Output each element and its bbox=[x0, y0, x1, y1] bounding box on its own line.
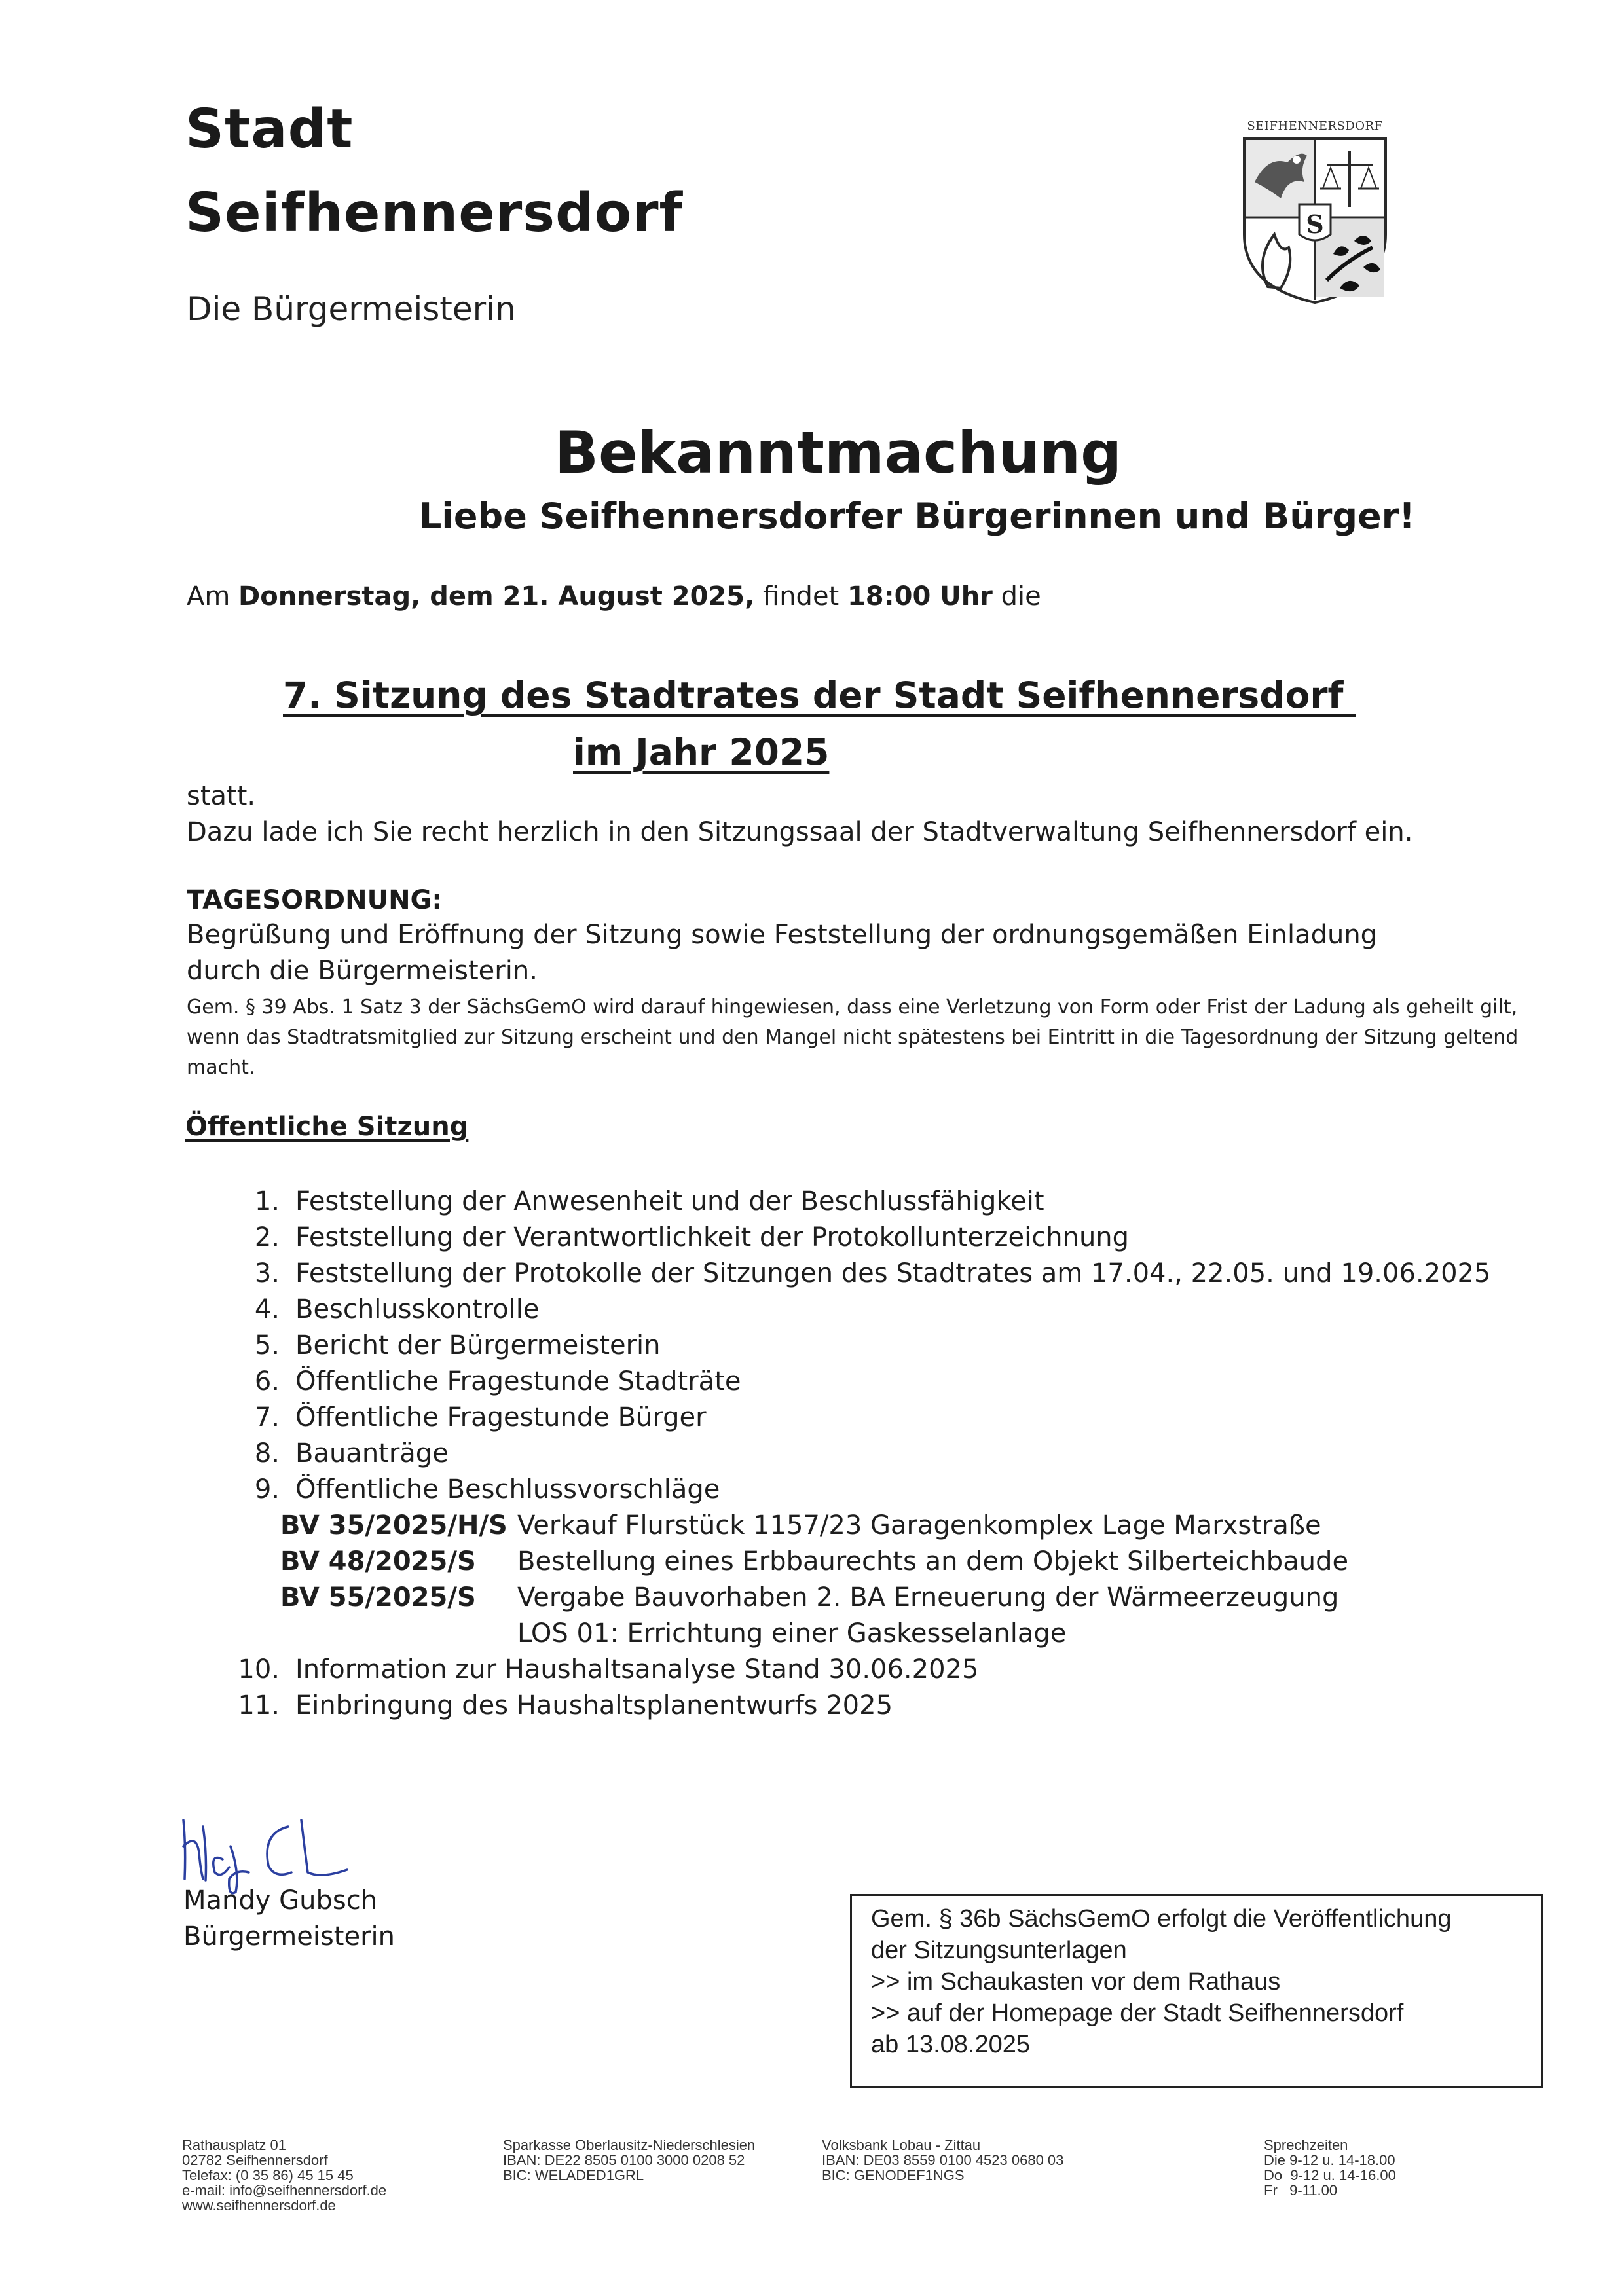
notice-line-1: Gem. § 36b SächsGemO erfolgt die Veröffentlichung bbox=[871, 1905, 1452, 1933]
footer-bank-volksbank bbox=[822, 2138, 1063, 2183]
proposal-code: BV 55/2025/S bbox=[280, 1582, 476, 1613]
agenda-item-number: 10. bbox=[238, 1654, 280, 1685]
agenda-item-text: Bauanträge bbox=[295, 1438, 449, 1468]
agenda-item-number: 1. bbox=[254, 1186, 280, 1216]
notice-line-5: ab 13.08.2025 bbox=[871, 2031, 1031, 2058]
intro-text-1: Am bbox=[187, 581, 239, 611]
agenda-item bbox=[232, 1222, 1129, 1252]
agenda-item-number: 6. bbox=[254, 1366, 280, 1396]
town-name-line-1: Stadt bbox=[185, 98, 354, 160]
agenda-item bbox=[232, 1294, 540, 1324]
meeting-intro bbox=[187, 581, 1041, 611]
agenda-item-number: 2. bbox=[254, 1222, 280, 1252]
agenda-item bbox=[232, 1690, 893, 1721]
agenda-item bbox=[232, 1258, 1490, 1288]
agenda-heading: TAGESORDNUNG: bbox=[187, 885, 443, 915]
invitation-text: Dazu lade ich Sie recht herzlich in den Sitzungssaal der Stadtverwaltung Seifhennersdorf ein. bbox=[187, 817, 1413, 847]
footer-bank-iban: IBAN: DE22 8505 0100 3000 0208 52 bbox=[503, 2152, 745, 2168]
footer-bank-bic: BIC: WELADED1GRL bbox=[503, 2167, 644, 2183]
town-name-line-2: Seifhennersdorf bbox=[185, 182, 684, 244]
proposal-text: Verkauf Flurstück 1157/23 Garagenkomplex Lage Marxstraße bbox=[517, 1510, 1321, 1540]
agenda-item-text: Einbringung des Haushaltsplanentwurfs 2025 bbox=[295, 1690, 893, 1721]
agenda-item-number: 11. bbox=[238, 1690, 280, 1721]
proposal-text: Bestellung eines Erbbaurechts an dem Objekt Silberteichbaude bbox=[517, 1546, 1349, 1576]
legal-note-line-1: Gem. § 39 Abs. 1 Satz 3 der SächsGemO wird darauf hingewiesen, dass eine Verletzung von Form oder Frist der Ladung als geheilt gilt, bbox=[187, 996, 1518, 1019]
public-session-heading: Öffentliche Sitzung bbox=[185, 1112, 469, 1142]
agenda-item-number: 7. bbox=[254, 1402, 280, 1432]
agenda-item-text: Feststellung der Anwesenheit und der Beschlussfähigkeit bbox=[295, 1186, 1044, 1216]
footer-hours-line: Do 9-12 u. 14-16.00 bbox=[1264, 2167, 1396, 2183]
footer-office-hours bbox=[1264, 2138, 1396, 2198]
notice-line-2: der Sitzungsunterlagen bbox=[871, 1937, 1127, 1964]
svg-text:S: S bbox=[1306, 210, 1324, 239]
agenda-item-text: Bericht der Bürgermeisterin bbox=[295, 1330, 661, 1360]
agenda-item-number: 9. bbox=[254, 1474, 280, 1504]
signer-role: Bürgermeisterin bbox=[183, 1922, 396, 1952]
footer-hours-line: Die 9-12 u. 14-18.00 bbox=[1264, 2152, 1395, 2168]
agenda-item bbox=[232, 1438, 449, 1468]
agenda-item-text: Feststellung der Verantwortlichkeit der Protokollunterzeichnung bbox=[295, 1222, 1130, 1252]
agenda-item-text: Feststellung der Protokolle der Sitzungen des Stadtrates am 17.04., 22.05. und 19.06.2025 bbox=[295, 1258, 1491, 1288]
agenda-item bbox=[232, 1330, 661, 1360]
footer-email: e-mail: info@seifhennersdorf.de bbox=[182, 2182, 387, 2198]
footer-hours-heading: Sprechzeiten bbox=[1264, 2137, 1348, 2153]
agenda-item bbox=[232, 1366, 741, 1396]
footer-address-line: 02782 Seifhennersdorf bbox=[182, 2152, 328, 2168]
handwritten-signature bbox=[177, 1807, 373, 1899]
agenda-item-text: Öffentliche Fragestunde Bürger bbox=[295, 1402, 707, 1432]
agenda-item-text: Information zur Haushaltsanalyse Stand 30.06.2025 bbox=[295, 1654, 979, 1685]
signer-name: Mandy Gubsch bbox=[183, 1886, 378, 1916]
footer-website: www.seifhennersdorf.de bbox=[182, 2197, 336, 2214]
notice-line-3: >> im Schaukasten vor dem Rathaus bbox=[871, 1968, 1281, 1995]
agenda-item-text: Öffentliche Beschlussvorschläge bbox=[295, 1474, 720, 1504]
agenda-item-text: Beschlusskontrolle bbox=[295, 1294, 540, 1324]
footer-bank-name: Volksbank Lobau - Zittau bbox=[822, 2137, 981, 2153]
footer-address bbox=[182, 2138, 386, 2213]
proposal-code: BV 48/2025/S bbox=[280, 1546, 476, 1576]
greeting: Liebe Seifhennersdorfer Bürgerinnen und Bürger! bbox=[419, 496, 1415, 537]
proposal-text: Vergabe Bauvorhaben 2. BA Erneuerung der Wärmeerzeugung bbox=[517, 1582, 1339, 1613]
footer-bank-iban: IBAN: DE03 8559 0100 4523 0680 03 bbox=[822, 2152, 1064, 2168]
agenda-item-number: 5. bbox=[254, 1330, 280, 1360]
agenda-item-text: Öffentliche Fragestunde Stadträte bbox=[295, 1366, 741, 1396]
legal-note-line-3: macht. bbox=[187, 1056, 255, 1079]
intro-text-3: die bbox=[992, 581, 1041, 611]
coat-of-arms-label: SEIFHENNERSDORF bbox=[1247, 119, 1383, 133]
footer-hours-line: Fr 9-11.00 bbox=[1264, 2182, 1338, 2198]
meeting-date: Donnerstag, dem 21. August 2025, bbox=[238, 581, 755, 611]
meeting-time: 18:00 Uhr bbox=[847, 581, 993, 611]
document-title: Bekanntmachung bbox=[554, 419, 1122, 486]
footer-fax: Telefax: (0 35 86) 45 15 45 bbox=[182, 2167, 354, 2183]
agenda-intro-line-1: Begrüßung und Eröffnung der Sitzung sowie Feststellung der ordnungsgemäßen Einladung bbox=[187, 920, 1378, 950]
statt-text: statt. bbox=[187, 781, 256, 811]
agenda-item-number: 8. bbox=[254, 1438, 280, 1468]
coat-of-arms bbox=[1236, 119, 1393, 309]
meeting-title-line-2: im Jahr 2025 bbox=[573, 731, 830, 773]
agenda-item bbox=[232, 1402, 707, 1432]
agenda-item-number: 4. bbox=[254, 1294, 280, 1324]
footer-address-line: Rathausplatz 01 bbox=[182, 2137, 286, 2153]
proposal-code: BV 35/2025/H/S bbox=[280, 1510, 507, 1540]
agenda-intro-line-2: durch die Bürgermeisterin. bbox=[187, 956, 538, 986]
agenda-item bbox=[232, 1474, 720, 1504]
coat-of-arms-shield-icon bbox=[1242, 136, 1388, 305]
footer-bank-name: Sparkasse Oberlausitz-Niederschlesien bbox=[503, 2137, 756, 2153]
footer-bank-sparkasse bbox=[503, 2138, 755, 2183]
agenda-item-number: 3. bbox=[254, 1258, 280, 1288]
footer-bank-bic: BIC: GENODEF1NGS bbox=[822, 2167, 965, 2183]
office-title: Die Bürgermeisterin bbox=[187, 290, 516, 328]
agenda-item bbox=[232, 1186, 1044, 1216]
agenda-item bbox=[232, 1654, 978, 1685]
notice-line-4: >> auf der Homepage der Stadt Seifhennersdorf bbox=[871, 1999, 1404, 2027]
meeting-title-line-1: 7. Sitzung des Stadtrates der Stadt Seifhennersdorf bbox=[283, 674, 1356, 716]
legal-note-line-2: wenn das Stadtratsmitglied zur Sitzung erscheint und den Mangel nicht spätestens bei Eintritt in die Tagesordnung der Sitzung geltend bbox=[187, 1026, 1519, 1049]
proposal-text: LOS 01: Errichtung einer Gaskesselanlage bbox=[517, 1618, 1067, 1649]
intro-text-2: findet bbox=[754, 581, 847, 611]
